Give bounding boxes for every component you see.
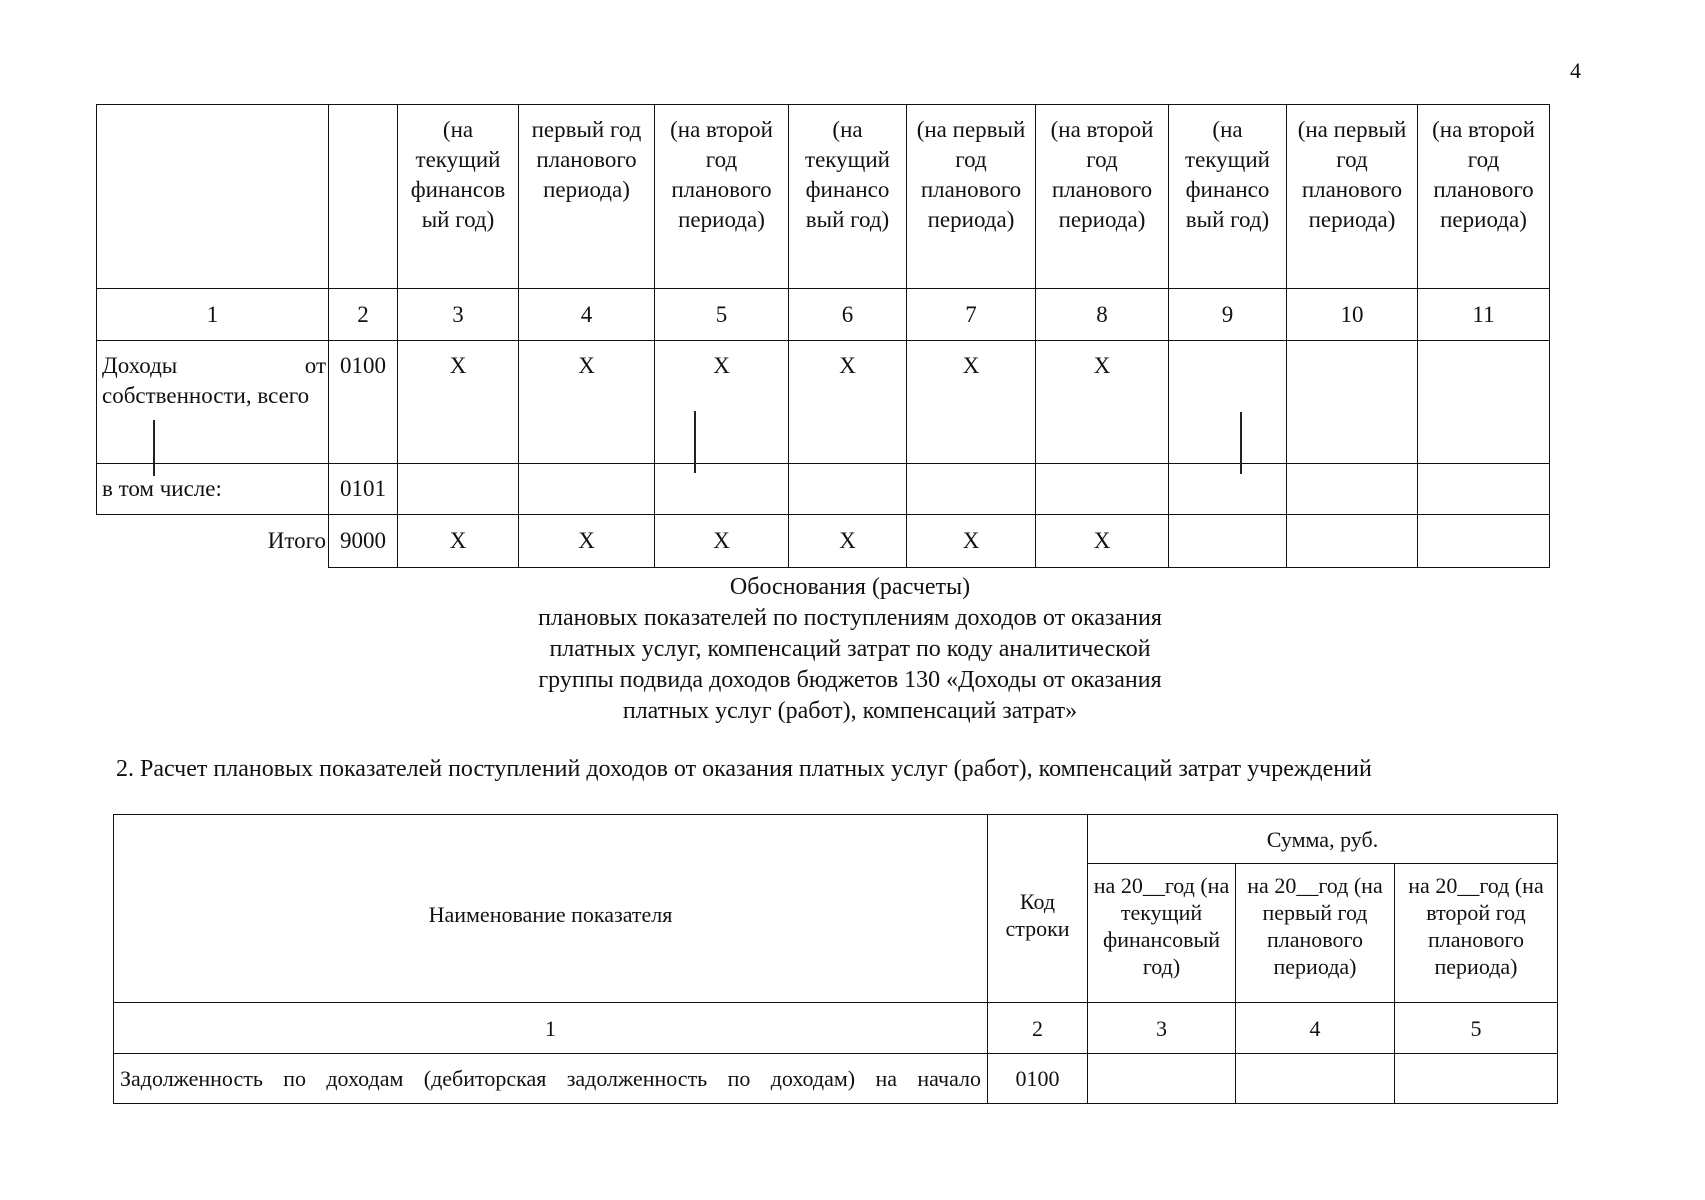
- income-table: [96, 104, 1550, 568]
- table-cell: [1287, 464, 1418, 515]
- table-cell: X: [907, 341, 1036, 464]
- table-cell: [1169, 515, 1287, 568]
- row-code: 0100: [329, 341, 398, 464]
- header-cell: (на второй год планового периода): [1036, 105, 1169, 289]
- table-cell: [1088, 1054, 1236, 1104]
- header-cell: [97, 105, 329, 289]
- row-label-part: от: [304, 353, 326, 378]
- header-cell: (на первый год планового периода): [1287, 105, 1418, 289]
- column-number: 5: [655, 289, 789, 341]
- section-2-title: 2. Расчет плановых показателей поступлений доходов от оказания платных услуг (работ), компенсаций затрат учреждений: [116, 756, 1372, 782]
- table-cell: [789, 464, 907, 515]
- scan-mark: [153, 420, 155, 476]
- column-number: 4: [519, 289, 655, 341]
- heading-line: платных услуг, компенсаций затрат по коду аналитической: [549, 636, 1151, 662]
- table-cell: X: [1036, 341, 1169, 464]
- sub-header: на 20__год (на первый год планового периода): [1236, 864, 1395, 1003]
- row-label: в том числе:: [97, 464, 329, 515]
- table-cell: [398, 464, 519, 515]
- table-cell: [1236, 1054, 1395, 1104]
- header-cell: (на текущий финансо вый год): [1169, 105, 1287, 289]
- table-cell: [1169, 464, 1287, 515]
- row-label-part: Доходы: [102, 353, 178, 378]
- calculation-table: [113, 814, 1558, 1104]
- row-code: 0100: [988, 1054, 1088, 1104]
- column-number: 2: [329, 289, 398, 341]
- table-row: [114, 1054, 1558, 1104]
- scan-mark: [694, 411, 696, 473]
- table-cell: [907, 464, 1036, 515]
- table-cell: [1418, 515, 1550, 568]
- row-code: 9000: [329, 515, 398, 568]
- heading-line: Обоснования (расчеты): [729, 574, 971, 600]
- column-number: 2: [988, 1003, 1088, 1054]
- table-cell: [1395, 1054, 1558, 1104]
- table-cell: [1287, 515, 1418, 568]
- table-cell: X: [789, 515, 907, 568]
- column-number-row: [97, 289, 1550, 341]
- header-cell: (на текущий финансо вый год): [789, 105, 907, 289]
- heading-line: платных услуг (работ), компенсаций затрат»: [622, 698, 1078, 724]
- row-label: [97, 341, 329, 464]
- header-cell: первый год планового периода): [519, 105, 655, 289]
- column-number: 1: [114, 1003, 988, 1054]
- page-number: 4: [1570, 58, 1581, 83]
- table-cell: [1169, 341, 1287, 464]
- table-cell: X: [655, 515, 789, 568]
- heading-line: плановых показателей по поступлениям доходов от оказания: [538, 605, 1162, 631]
- header-row: [97, 105, 1550, 289]
- scan-mark: [1240, 412, 1242, 474]
- heading-line: группы подвида доходов бюджетов 130 «Доходы от оказания: [538, 667, 1162, 693]
- section-heading: [380, 572, 1320, 727]
- column-number: 3: [398, 289, 519, 341]
- column-number: 1: [97, 289, 329, 341]
- row-code: 0101: [329, 464, 398, 515]
- sub-header: на 20__год (на второй год планового периода): [1395, 864, 1558, 1003]
- table-cell: X: [655, 341, 789, 464]
- column-number: 3: [1088, 1003, 1236, 1054]
- table-cell: [1036, 464, 1169, 515]
- table-cell: [1287, 341, 1418, 464]
- table-cell: [1418, 341, 1550, 464]
- row-label-part: собственности, всего: [102, 383, 310, 408]
- table-cell: [519, 464, 655, 515]
- header-cell: (на текущий финансов ый год): [398, 105, 519, 289]
- sub-header: на 20__год (на текущий финансовый год): [1088, 864, 1236, 1003]
- table-cell: [1418, 464, 1550, 515]
- table-cell: X: [398, 341, 519, 464]
- header-row: [114, 815, 1558, 864]
- column-number: 7: [907, 289, 1036, 341]
- table-cell: X: [789, 341, 907, 464]
- total-row: [97, 515, 1550, 568]
- table-cell: [655, 464, 789, 515]
- column-number: 4: [1236, 1003, 1395, 1054]
- column-number: 5: [1395, 1003, 1558, 1054]
- header-cell: (на первый год планового периода): [907, 105, 1036, 289]
- header-cell: [329, 105, 398, 289]
- table-cell: X: [1036, 515, 1169, 568]
- total-label: Итого: [267, 528, 326, 554]
- column-number: 10: [1287, 289, 1418, 341]
- header-sum: Сумма, руб.: [1088, 815, 1558, 864]
- header-cell: (на второй год планового периода): [1418, 105, 1550, 289]
- header-name: Наименование показателя: [114, 815, 988, 1003]
- column-number-row: [114, 1003, 1558, 1054]
- row-label: Задолженность по доходам (дебиторская задолженность по доходам) на начало: [114, 1054, 988, 1104]
- own-income-row: [97, 341, 1550, 464]
- header-code: Код строки: [988, 815, 1088, 1003]
- column-number: 6: [789, 289, 907, 341]
- table-cell: X: [519, 341, 655, 464]
- table-cell: X: [519, 515, 655, 568]
- column-number: 8: [1036, 289, 1169, 341]
- column-number: 9: [1169, 289, 1287, 341]
- including-row: [97, 464, 1550, 515]
- table-cell: X: [398, 515, 519, 568]
- column-number: 11: [1418, 289, 1550, 341]
- table-cell: X: [907, 515, 1036, 568]
- header-cell: (на второй год планового периода): [655, 105, 789, 289]
